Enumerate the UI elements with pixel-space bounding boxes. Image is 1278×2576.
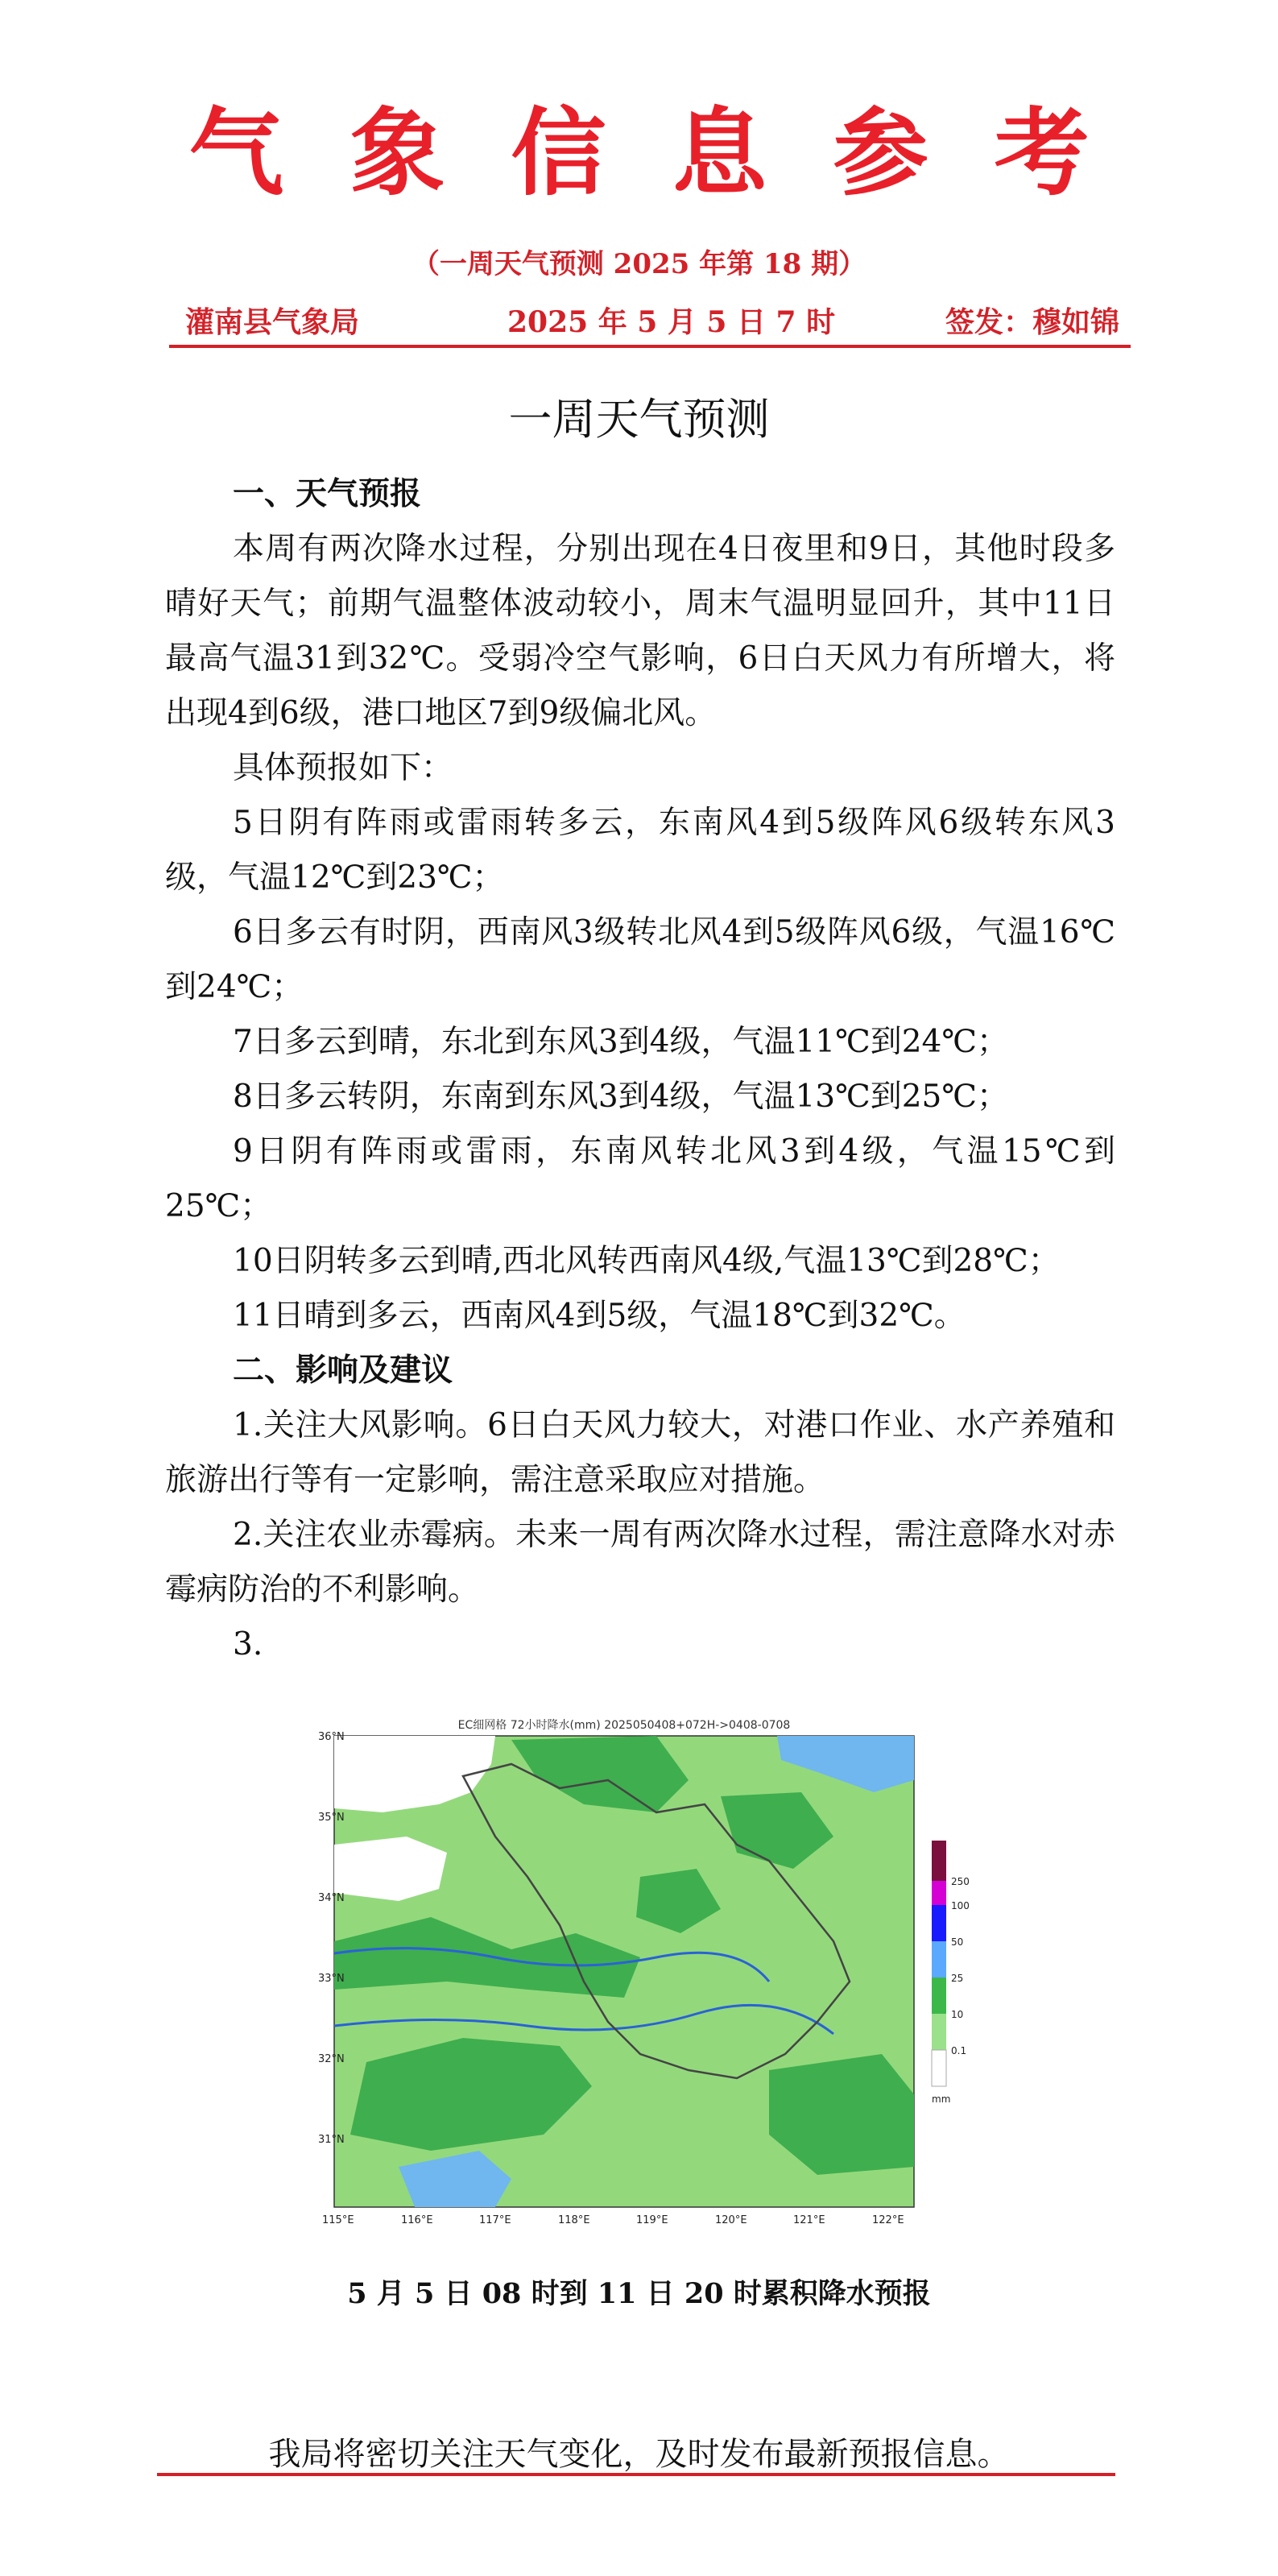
legend-label: 10: [951, 2009, 964, 2020]
lon-label: 120°E: [715, 2214, 747, 2226]
lon-label: 118°E: [558, 2214, 590, 2226]
legend-swatch: [932, 1841, 946, 1881]
issue-line: （一周天气预测 2025 年第 18 期）: [412, 248, 866, 280]
legend-label: 50: [951, 1936, 964, 1948]
precipitation-map: [318, 1716, 978, 2231]
day-forecast: 5日阴有阵雨或雷雨转多云，东南风4到5级阵风6级转东风3级，气温12℃到23℃；: [165, 805, 1115, 896]
forecast-overview: 本周有两次降水过程，分别出现在4日夜里和9日，其他时段多晴好天气；前期气温整体波动较小，周末气温明显回升，其中11日最高气温31到32℃。受弱冷空气影响，6日白天风力有所增大，将出现4到6级，港口地区7到9级偏北风。: [165, 531, 1115, 731]
lat-label: 32°N: [318, 2053, 345, 2065]
legend-unit: mm: [932, 2094, 951, 2105]
day-forecast: 7日多云到晴，东北到东风3到4级，气温11℃到24℃；: [233, 1024, 1008, 1060]
bureau-name: 灌南县气象局: [185, 305, 360, 339]
lon-label: 117°E: [479, 2214, 511, 2226]
legend-label: 100: [951, 1900, 970, 1911]
lon-label: 121°E: [793, 2214, 825, 2226]
advice-heading: 二、影响及建议: [233, 1352, 453, 1389]
forecast-heading: 一、天气预报: [233, 476, 422, 512]
advice-item: 3.: [233, 1626, 263, 1663]
meta-row: [185, 300, 1119, 340]
masthead-title: 气象信息参考: [188, 97, 1156, 209]
legend-swatch: [932, 2050, 946, 2086]
legend-swatch: [932, 1881, 946, 1905]
header-divider: [169, 345, 1131, 348]
legend-swatch: [932, 2014, 946, 2050]
advice-item: 2.关注农业赤霉病。未来一周有两次降水过程，需注意降水对赤霉病防治的不利影响。: [165, 1517, 1115, 1608]
lat-label: 34°N: [318, 1892, 345, 1904]
legend-label: 0.1: [951, 2045, 967, 2056]
document-title: 一周天气预测: [508, 394, 770, 445]
footer-note: 我局将密切关注天气变化，及时发布最新预报信息。: [268, 2436, 1010, 2473]
lon-label: 119°E: [636, 2214, 668, 2226]
day-forecast: 10日阴转多云到晴,西北风转西南风4级,气温13℃到28℃；: [233, 1243, 1060, 1279]
lat-label: 35°N: [318, 1812, 345, 1824]
legend-label: 250: [951, 1876, 970, 1887]
lon-label: 122°E: [872, 2214, 904, 2226]
lat-label: 31°N: [318, 2134, 345, 2146]
legend-swatch: [932, 1978, 946, 2014]
lat-label: 33°N: [318, 1973, 345, 1985]
advice-item: 1.关注大风影响。6日白天风力较大，对港口作业、水产养殖和旅游出行等有一定影响，需注意采取应对措施。: [165, 1407, 1115, 1498]
legend-label: 25: [951, 1973, 964, 1984]
document-body: [165, 467, 1115, 1672]
lon-label: 115°E: [322, 2214, 354, 2226]
details-intro: 具体预报如下：: [233, 750, 453, 786]
legend-swatch: [932, 1941, 946, 1978]
lon-label: 116°E: [401, 2214, 433, 2226]
signer: 签发：穆如锦: [945, 305, 1119, 339]
no-rain-area: [334, 1837, 447, 1901]
issue-datetime: 2025 年 5 月 5 日 7 时: [507, 305, 836, 339]
lat-label: 36°N: [318, 1731, 345, 1743]
footer-divider: [157, 2473, 1115, 2476]
day-forecast: 11日晴到多云，西南风4到5级，气温18℃到32℃。: [233, 1298, 966, 1334]
map-legend: [932, 1841, 970, 2105]
day-forecast: 6日多云有时阴，西南风3级转北风4到5级阵风6级，气温16℃到24℃；: [165, 914, 1115, 1005]
map-title: EC细网格 72小时降水(mm) 2025050408+072H->0408-0708: [457, 1719, 791, 1732]
day-forecast: 9日阴有阵雨或雷雨，东南风转北风3到4级，气温15℃到25℃；: [165, 1133, 1115, 1224]
day-forecast: 8日多云转阴，东南到东风3到4级，气温13℃到25℃；: [233, 1079, 1008, 1115]
map-caption: 5 月 5 日 08 时到 11 日 20 时累积降水预报: [347, 2277, 931, 2310]
legend-swatch: [932, 1905, 946, 1941]
